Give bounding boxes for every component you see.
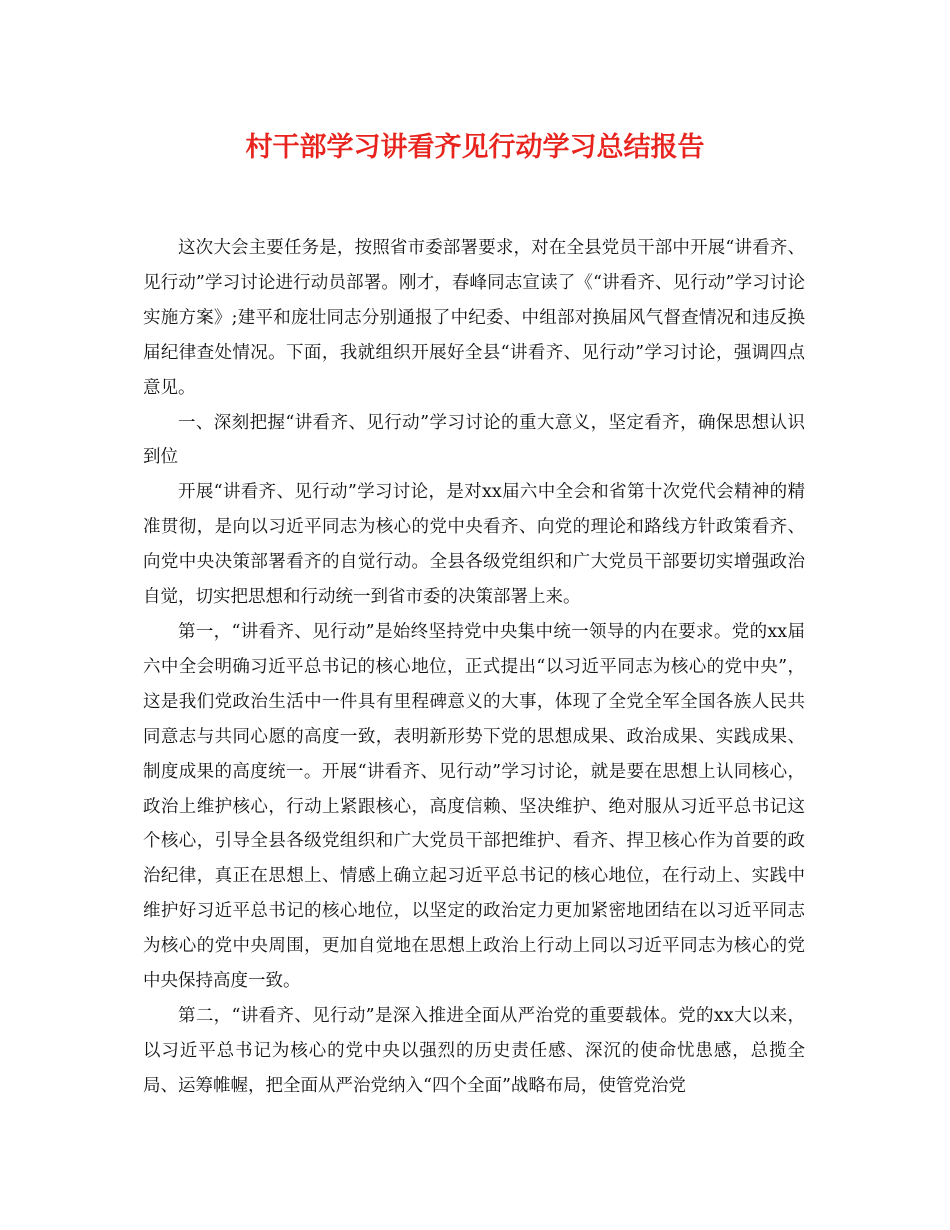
- document-title: 村干部学习讲看齐见行动学习总结报告: [245, 132, 705, 163]
- paragraph-point-1: 第一，“讲看齐、见行动”是始终坚持党中央集中统一领导的内在要求。党的xx届六中全会明确习近平总书记的核心地位，正式提出“以习近平同志为核心的党中央”，这是我们党政治生活中一件具有里程碑意义的大事，体现了全党全军全国各族人民共同意志与共同心愿的高度一致，表明新形势下党的思想成果、政治成果、实践成果、制度成果的高度统一。开展“讲看齐、见行动”学习讨论，就是要在思想上认同核心，政治上维护核心，行动上紧跟核心，高度信赖、坚决维护、绝对服从习近平总书记这个核心，引导全县各级党组织和广大党员干部把维护、看齐、捍卫核心作为首要的政治纪律，真正在思想上、情感上确立起习近平总书记的核心地位，在行动上、实践中维护好习近平总书记的核心地位，以坚定的政治定力更加紧密地团结在以习近平同志为核心的党中央周围，更加自觉地在思想上政治上行动上同以习近平同志为核心的党中央保持高度一致。: [143, 621, 805, 992]
- paragraph-section-1-intro: 开展“讲看齐、见行动”学习讨论，是对xx届六中全会和省第十次党代会精神的精准贯彻，是向以习近平同志为核心的党中央看齐、向党的理论和路线方针政策看齐、向党中央决策部署看齐的自觉行动。全县各级党组织和广大党员干部要切实增强政治自觉，切实把思想和行动统一到省市委的决策部署上来。: [143, 482, 805, 608]
- paragraph-intro: 这次大会主要任务是，按照省市委部署要求，对在全县党员干部中开展“讲看齐、见行动”学习讨论进行动员部署。刚才，春峰同志宣读了《“讲看齐、见行动”学习讨论实施方案》;建平和庞壮同志分别通报了中纪委、中组部对换届风气督查情况和违反换届纪律查处情况。下面，我就组织开展好全县“讲看齐、见行动”学习讨论，强调四点意见。: [143, 238, 805, 398]
- paragraph-point-2: 第二，“讲看齐、见行动”是深入推进全面从严治党的重要载体。党的xx大以来，以习近平总书记为核心的党中央以强烈的历史责任感、深沉的使命忧患感，总揽全局、运筹帷幄，把全面从严治党纳入“四个全面”战略布局，使管党治党: [143, 1005, 805, 1096]
- document-body: [143, 231, 805, 1104]
- paragraph-section-heading-1: 一、深刻把握“讲看齐、见行动”学习讨论的重大意义，坚定看齐，确保思想认识到位: [143, 412, 805, 468]
